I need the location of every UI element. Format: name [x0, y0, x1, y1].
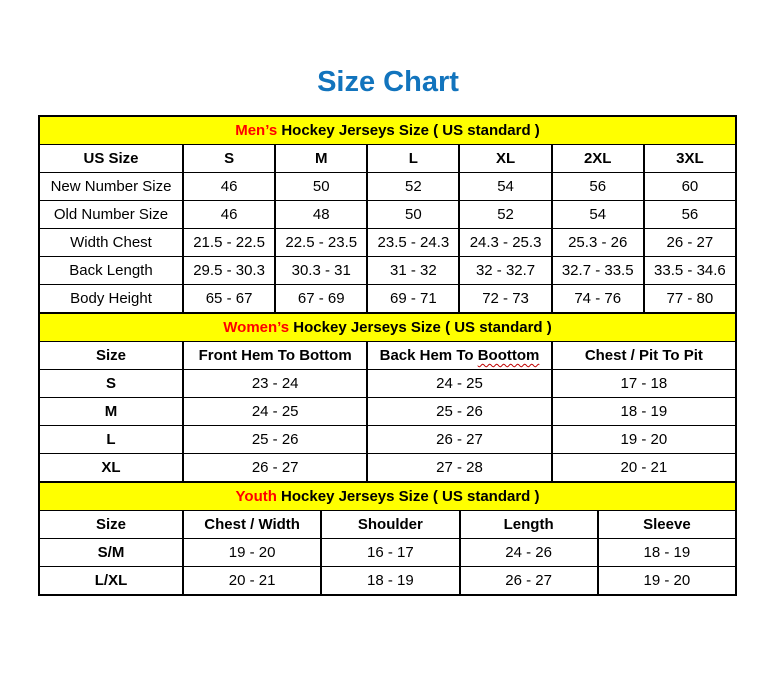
mens-value-cell: 74 - 76 [552, 285, 644, 314]
mens-value-cell: 72 - 73 [459, 285, 551, 314]
womens-value-cell: 27 - 28 [367, 454, 551, 483]
womens-column-header-2 [367, 342, 551, 370]
womens-row-label-0: S [39, 370, 183, 398]
youth-column-header-2: Shoulder [321, 511, 459, 539]
womens-column-header-1: Front Hem To Bottom [183, 342, 367, 370]
womens-table-row-2 [39, 426, 736, 454]
mens-value-cell: 46 [183, 173, 275, 201]
mens-value-cell: 67 - 69 [275, 285, 367, 314]
mens-column-header-1: S [183, 145, 275, 173]
mens-column-header-5: 2XL [552, 145, 644, 173]
mens-value-cell: 50 [367, 201, 459, 229]
womens-row-label-1: M [39, 398, 183, 426]
mens-column-header-6: 3XL [644, 145, 736, 173]
womens-value-cell: 26 - 27 [367, 426, 551, 454]
mens-column-header-4: XL [459, 145, 551, 173]
misspelled-word: Boottom [477, 347, 540, 364]
mens-heading-highlight: Men’s [235, 122, 278, 139]
youth-size-table [38, 481, 737, 596]
mens-value-cell: 50 [275, 173, 367, 201]
mens-value-cell: 31 - 32 [367, 257, 459, 285]
mens-table-row-2 [39, 229, 736, 257]
mens-value-cell: 29.5 - 30.3 [183, 257, 275, 285]
womens-section-band-row [39, 313, 736, 342]
womens-value-cell: 25 - 26 [183, 426, 367, 454]
youth-column-header-0: Size [39, 511, 183, 539]
youth-heading-rest: Hockey Jerseys Size ( US standard ) [276, 488, 540, 505]
mens-table-row-4 [39, 285, 736, 314]
mens-value-cell: 23.5 - 24.3 [367, 229, 459, 257]
youth-table-row-0 [39, 539, 736, 567]
womens-column-header-0: Size [39, 342, 183, 370]
youth-section-band-row [39, 482, 736, 511]
mens-table-row-3 [39, 257, 736, 285]
youth-value-cell: 19 - 20 [183, 539, 321, 567]
womens-value-cell: 26 - 27 [183, 454, 367, 483]
mens-column-header-0: US Size [39, 145, 183, 173]
youth-value-cell: 19 - 20 [598, 567, 736, 596]
mens-value-cell: 22.5 - 23.5 [275, 229, 367, 257]
mens-value-cell: 60 [644, 173, 736, 201]
mens-value-cell: 21.5 - 22.5 [183, 229, 275, 257]
youth-section-heading [39, 482, 736, 511]
youth-value-cell: 16 - 17 [321, 539, 459, 567]
womens-heading-rest: Hockey Jerseys Size ( US standard ) [289, 319, 552, 336]
youth-value-cell: 24 - 26 [460, 539, 598, 567]
womens-size-table [38, 312, 737, 483]
womens-value-cell: 24 - 25 [183, 398, 367, 426]
mens-value-cell: 52 [367, 173, 459, 201]
mens-value-cell: 32.7 - 33.5 [552, 257, 644, 285]
womens-section-heading [39, 313, 736, 342]
mens-header-row [39, 145, 736, 173]
mens-table-row-0 [39, 173, 736, 201]
mens-value-cell: 32 - 32.7 [459, 257, 551, 285]
mens-value-cell: 69 - 71 [367, 285, 459, 314]
mens-row-label-2: Width Chest [39, 229, 183, 257]
womens-value-cell: 20 - 21 [552, 454, 736, 483]
mens-value-cell: 56 [644, 201, 736, 229]
mens-value-cell: 24.3 - 25.3 [459, 229, 551, 257]
womens-table-row-1 [39, 398, 736, 426]
mens-value-cell: 52 [459, 201, 551, 229]
womens-value-cell: 24 - 25 [367, 370, 551, 398]
youth-row-label-1: L/XL [39, 567, 183, 596]
size-tables [38, 115, 735, 596]
youth-row-label-0: S/M [39, 539, 183, 567]
mens-heading-rest: Hockey Jerseys Size ( US standard ) [277, 122, 540, 139]
womens-value-cell: 25 - 26 [367, 398, 551, 426]
mens-value-cell: 26 - 27 [644, 229, 736, 257]
mens-section-band-row [39, 116, 736, 145]
womens-row-label-3: XL [39, 454, 183, 483]
youth-value-cell: 18 - 19 [321, 567, 459, 596]
youth-column-header-4: Sleeve [598, 511, 736, 539]
header-text: Back Hem To [379, 347, 478, 364]
page-title: Size Chart [317, 66, 459, 98]
mens-value-cell: 54 [552, 201, 644, 229]
womens-header-row [39, 342, 736, 370]
mens-value-cell: 30.3 - 31 [275, 257, 367, 285]
mens-section-heading [39, 116, 736, 145]
mens-column-header-3: L [367, 145, 459, 173]
youth-value-cell: 26 - 27 [460, 567, 598, 596]
womens-value-cell: 18 - 19 [552, 398, 736, 426]
mens-row-label-3: Back Length [39, 257, 183, 285]
youth-heading-highlight: Youth [235, 488, 277, 505]
womens-heading-highlight: Women’s [223, 319, 290, 336]
mens-value-cell: 46 [183, 201, 275, 229]
mens-table-row-1 [39, 201, 736, 229]
womens-value-cell: 17 - 18 [552, 370, 736, 398]
mens-row-label-1: Old Number Size [39, 201, 183, 229]
mens-row-label-0: New Number Size [39, 173, 183, 201]
mens-size-table [38, 115, 737, 314]
womens-value-cell: 23 - 24 [183, 370, 367, 398]
mens-value-cell: 54 [459, 173, 551, 201]
womens-value-cell: 19 - 20 [552, 426, 736, 454]
youth-column-header-3: Length [460, 511, 598, 539]
youth-column-header-1: Chest / Width [183, 511, 321, 539]
womens-row-label-2: L [39, 426, 183, 454]
mens-value-cell: 56 [552, 173, 644, 201]
mens-column-header-2: M [275, 145, 367, 173]
mens-value-cell: 33.5 - 34.6 [644, 257, 736, 285]
mens-row-label-4: Body Height [39, 285, 183, 314]
mens-value-cell: 25.3 - 26 [552, 229, 644, 257]
youth-table-row-1 [39, 567, 736, 596]
youth-header-row [39, 511, 736, 539]
youth-value-cell: 20 - 21 [183, 567, 321, 596]
womens-table-row-0 [39, 370, 736, 398]
womens-table-row-3 [39, 454, 736, 483]
womens-column-header-3: Chest / Pit To Pit [552, 342, 736, 370]
mens-value-cell: 77 - 80 [644, 285, 736, 314]
mens-value-cell: 65 - 67 [183, 285, 275, 314]
mens-value-cell: 48 [275, 201, 367, 229]
youth-value-cell: 18 - 19 [598, 539, 736, 567]
